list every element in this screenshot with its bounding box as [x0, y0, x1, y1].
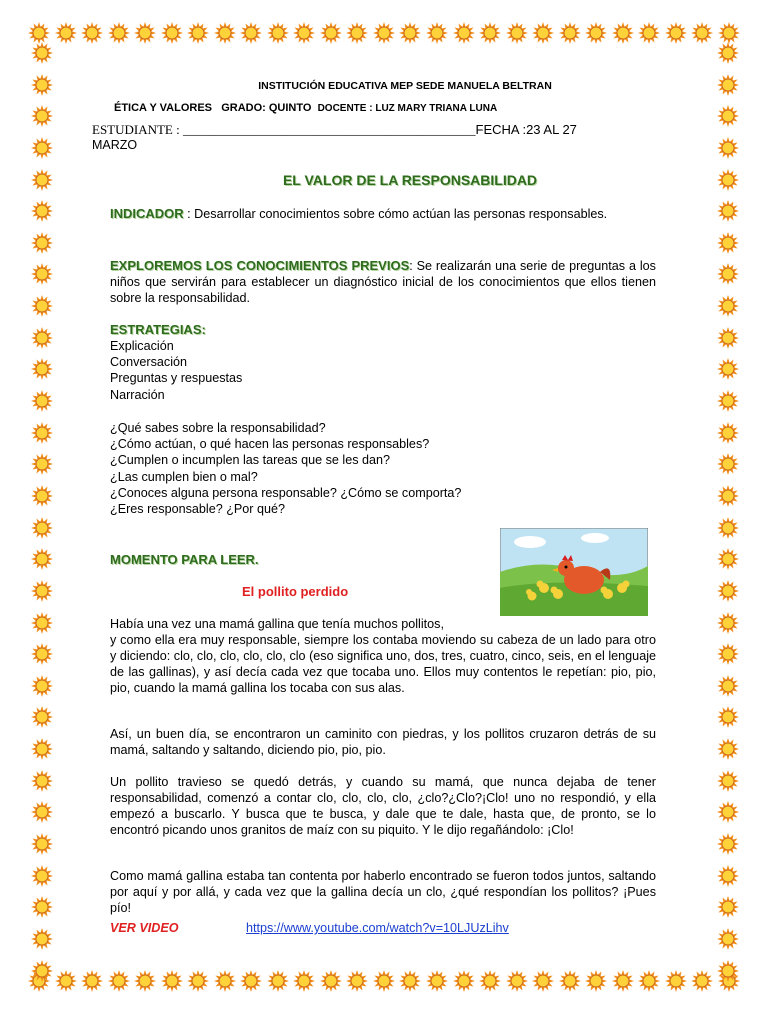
- sun-icon: [717, 295, 739, 317]
- sun-icon: [320, 970, 342, 992]
- class-info: [114, 102, 678, 114]
- sun-icon: [479, 970, 501, 992]
- sun-icon: [267, 22, 289, 44]
- sun-icon: [31, 865, 53, 887]
- sun-icon: [31, 675, 53, 697]
- sun-icon: [187, 22, 209, 44]
- sun-icon: [293, 970, 315, 992]
- sun-icon: [717, 675, 739, 697]
- page-title: EL VALOR DE LA RESPONSABILIDAD: [282, 172, 538, 188]
- exploremos-text: Se realizarán una serie de preguntas a los niños que servirán para establecer un diagnóstico inicial de los conocimientos que ellos tienen sobre la responsabilidad.: [110, 259, 656, 305]
- sun-icon: [31, 833, 53, 855]
- sun-icon: [717, 42, 739, 64]
- sun-icon: [717, 232, 739, 254]
- hen-with-chicks-illustration: [500, 528, 648, 616]
- sun-icon: [612, 970, 634, 992]
- sun-icon: [717, 422, 739, 444]
- sun-icon: [31, 738, 53, 760]
- sun-icon: [717, 453, 739, 475]
- sun-icon: [717, 801, 739, 823]
- sun-icon: [31, 105, 53, 127]
- sun-icon: [665, 970, 687, 992]
- sun-icon: [161, 970, 183, 992]
- grade-label: GRADO: QUINTO: [221, 102, 312, 114]
- sun-icon: [612, 22, 634, 44]
- exploremos-section: [110, 258, 656, 306]
- sun-icon: [585, 970, 607, 992]
- estrategias-section: [110, 322, 656, 403]
- sun-icon: [214, 970, 236, 992]
- story-paragraph-2: Así, un buen día, se encontraron un caminito con piedras, y los pollitos cruzaron detrás de su mamá, saltando y saltando, diciendo pio, pio, pio.: [110, 727, 656, 757]
- sun-icon: [187, 970, 209, 992]
- sun-icon: [31, 612, 53, 634]
- sun-icon: [717, 263, 739, 285]
- sun-icon: [717, 74, 739, 96]
- sun-icon: [31, 960, 53, 982]
- subject-label: ÉTICA Y VALORES: [114, 102, 213, 114]
- sun-icon: [717, 706, 739, 728]
- sun-icon: [717, 580, 739, 602]
- sun-icon: [240, 22, 262, 44]
- story-title: El pollito perdido: [242, 584, 349, 599]
- sun-icon: [665, 22, 687, 44]
- sun-icon: [717, 390, 739, 412]
- sun-icon: [31, 453, 53, 475]
- sun-icon: [240, 970, 262, 992]
- exploremos-colon: :: [409, 259, 413, 273]
- story-paragraph-4: Como mamá gallina estaba tan contenta por haberlo encontrado se fueron todos juntos, saltando por aquí y por allá, y cada vez que la gallina decía un clo, ¿qué respondían los pollitos? ¡Pues pío!: [110, 869, 656, 915]
- sun-icon: [31, 358, 53, 380]
- sun-icon: [31, 200, 53, 222]
- sun-icon: [717, 200, 739, 222]
- question-item: ¿Conoces alguna persona responsable? ¿Cómo se comporta?: [110, 485, 462, 500]
- sun-icon: [31, 327, 53, 349]
- school-name: INSTITUCIÓN EDUCATIVA MEP SEDE MANUELA BELTRAN: [258, 80, 552, 92]
- sun-icon: [31, 169, 53, 191]
- sun-icon: [81, 22, 103, 44]
- video-label: VER VIDEO: [110, 921, 179, 935]
- estrategias-list: [110, 338, 656, 403]
- sun-icon: [320, 22, 342, 44]
- exploremos-heading: EXPLOREMOS LOS CONOCIMIENTOS PREVIOS: [110, 258, 410, 273]
- sun-icon: [31, 928, 53, 950]
- sun-icon: [267, 970, 289, 992]
- sun-icon: [559, 970, 581, 992]
- sun-icon: [585, 22, 607, 44]
- story-first-line: Había una vez una mamá gallina que tenía muchos pollitos,: [110, 617, 444, 631]
- sun-icon: [31, 74, 53, 96]
- sun-icon: [717, 517, 739, 539]
- sun-icon: [559, 22, 581, 44]
- sun-icon: [373, 22, 395, 44]
- sun-icon: [373, 970, 395, 992]
- sun-icon: [479, 22, 501, 44]
- sun-icon: [31, 295, 53, 317]
- sun-icon: [453, 970, 475, 992]
- sun-icon: [717, 358, 739, 380]
- video-row: [110, 920, 656, 936]
- sun-icon: [717, 169, 739, 191]
- indicador-text: : Desarrollar conocimientos sobre cómo actúan las personas responsables.: [183, 207, 608, 221]
- video-link[interactable]: https://www.youtube.com/watch?v=10LJUzLihv: [246, 921, 509, 935]
- sun-icon: [31, 263, 53, 285]
- sun-icon: [638, 970, 660, 992]
- sun-icon: [31, 485, 53, 507]
- sun-icon: [31, 548, 53, 570]
- sun-icon: [31, 580, 53, 602]
- sun-icon: [134, 970, 156, 992]
- question-item: ¿Cumplen o incumplen las tareas que se les dan?: [110, 453, 391, 468]
- sun-icon: [399, 22, 421, 44]
- sun-icon: [717, 770, 739, 792]
- student-blank: _____________________________________________: [183, 122, 476, 137]
- sun-icon: [717, 548, 739, 570]
- sun-icon: [506, 22, 528, 44]
- question-item: ¿Qué sabes sobre la responsabilidad?: [110, 421, 326, 435]
- list-item: Preguntas y respuestas: [110, 371, 243, 386]
- sun-icon: [426, 22, 448, 44]
- question-item: ¿Las cumplen bien o mal?: [110, 469, 258, 484]
- student-label: ESTUDIANTE :: [92, 122, 180, 137]
- sun-icon: [717, 643, 739, 665]
- sun-icon: [31, 137, 53, 159]
- sun-icon: [717, 612, 739, 634]
- border-left: [24, 36, 60, 988]
- sun-icon: [532, 970, 554, 992]
- sun-icon: [717, 960, 739, 982]
- sun-icon: [161, 22, 183, 44]
- story-paragraph: [110, 616, 656, 696]
- indicador-heading: INDICADOR: [110, 206, 184, 221]
- sun-icon: [717, 865, 739, 887]
- sun-icon: [638, 22, 660, 44]
- sun-icon: [293, 22, 315, 44]
- document-header: [92, 80, 678, 188]
- sun-icon: [717, 896, 739, 918]
- sun-icon: [717, 485, 739, 507]
- sun-icon: [31, 390, 53, 412]
- list-item: Explicación: [110, 339, 174, 353]
- sun-icon: [399, 970, 421, 992]
- question-item: ¿Eres responsable? ¿Por qué?: [110, 502, 286, 517]
- sun-icon: [134, 22, 156, 44]
- sun-icon: [717, 833, 739, 855]
- sun-icon: [426, 970, 448, 992]
- date-label: FECHA :23 AL 27: [475, 122, 577, 137]
- teacher-label: DOCENTE : LUZ MARY TRIANA LUNA: [317, 103, 498, 114]
- estrategias-heading: ESTRATEGIAS:: [110, 322, 206, 337]
- sun-icon: [506, 970, 528, 992]
- sun-icon: [31, 422, 53, 444]
- sun-icon: [31, 801, 53, 823]
- sun-icon: [108, 970, 130, 992]
- date-month: MARZO: [92, 138, 138, 152]
- questions-list: [110, 420, 656, 517]
- border-right: [710, 36, 746, 988]
- question-item: ¿Cómo actúan, o qué hacen las personas responsables?: [110, 437, 430, 452]
- story-paragraph-3: Un pollito travieso se quedó detrás, y cuando su mamá, que nunca dejaba de tener responsabilidad, comenzó a contar clo, clo, clo, clo, ¿clo?¿Clo?¡Clo! uno no respondió, y ella empezó a buscarlo. Y busca que te busca, y dale que te dale, hasta que, de pronto, se lo encontró picando unos granitos de maíz con su piquito. Y le dijo regañándolo: ¡Clo!: [110, 775, 656, 837]
- sun-icon: [717, 137, 739, 159]
- sun-icon: [453, 22, 475, 44]
- sun-icon: [346, 22, 368, 44]
- sun-icon: [31, 706, 53, 728]
- list-item: Conversación: [110, 355, 188, 370]
- sun-icon: [717, 327, 739, 349]
- story-paragraph-1: y como ella era muy responsable, siempre los contaba moviendo su cabeza de un lado para otro y diciendo: clo, clo, clo, clo, clo, clo (eso significa uno, dos, tres, cuatro, cinco, seis, en el lenguaje de las gallinas), y así decía cada vez que tocaba uno. Ellos muy contentos le repetían: pio, pio, pio, cuando la mamá gallina los tocaba con sus alas.: [110, 633, 656, 695]
- sun-icon: [81, 970, 103, 992]
- border-bottom: [0, 970, 768, 1006]
- sun-icon: [31, 896, 53, 918]
- momento-heading: MOMENTO PARA LEER.: [110, 552, 259, 567]
- sun-icon: [717, 928, 739, 950]
- student-line: [92, 122, 678, 138]
- sun-icon: [31, 42, 53, 64]
- sun-icon: [346, 970, 368, 992]
- sun-icon: [31, 232, 53, 254]
- sun-icon: [532, 22, 554, 44]
- sun-icon: [214, 22, 236, 44]
- sun-icon: [31, 770, 53, 792]
- sun-icon: [31, 517, 53, 539]
- list-item: Narración: [110, 387, 165, 402]
- sun-icon: [717, 105, 739, 127]
- sun-icon: [31, 643, 53, 665]
- sun-icon: [108, 22, 130, 44]
- sun-icon: [717, 738, 739, 760]
- indicador-section: [110, 206, 656, 222]
- border-top: [0, 22, 768, 58]
